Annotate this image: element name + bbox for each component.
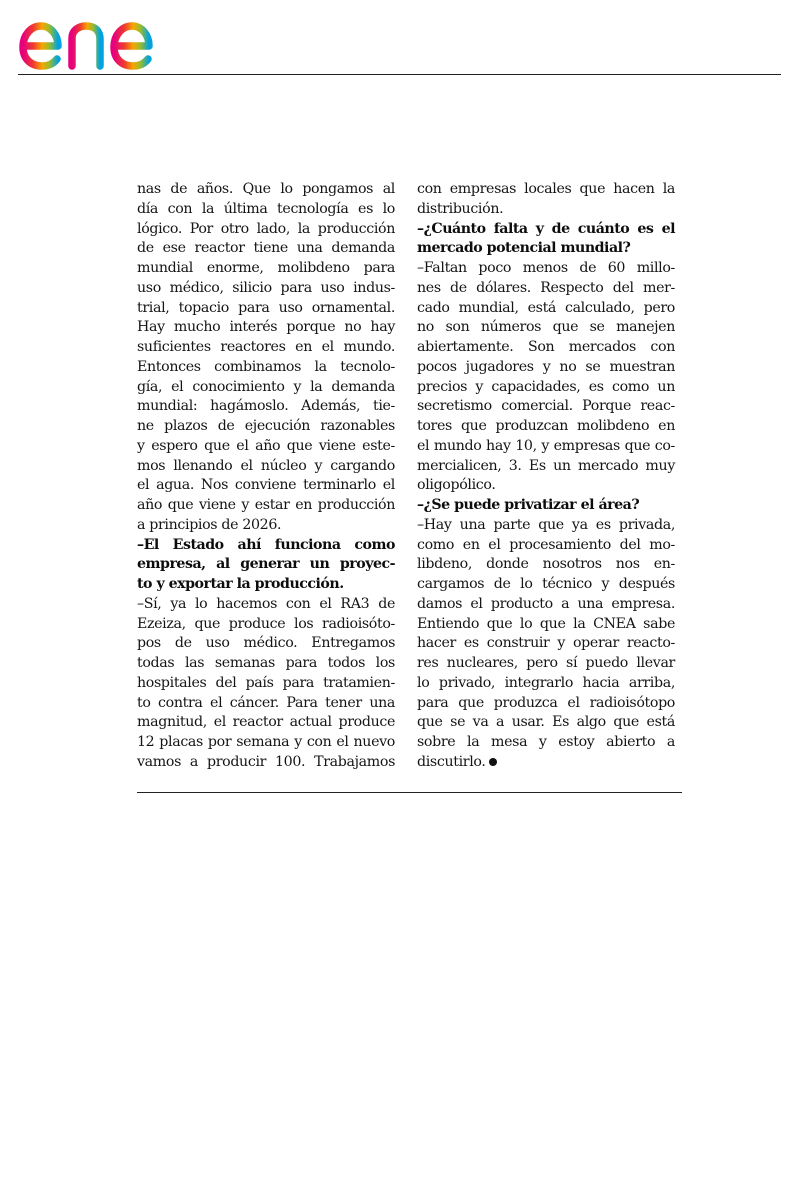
- article-text-line: el mundo hay 10, y empresas que co-: [417, 437, 675, 454]
- article-text-line-text: discutirlo.: [417, 753, 486, 770]
- article-text-line: y espero que el año que viene este-: [137, 437, 395, 454]
- article-text-line: –Faltan poco menos de 60 millo-: [417, 260, 675, 276]
- article-text-line: hospitales del país para tratamien-: [137, 674, 395, 691]
- interview-question-line: empresa, al generar un proyec-: [137, 556, 395, 573]
- article-text-line: sobre la mesa y estoy abierto a: [417, 734, 675, 750]
- interview-question-line: mercado potencial mundial?: [417, 240, 631, 257]
- article-text-line: lógico. Por otro lado, la producción: [137, 220, 395, 237]
- article-text-line: ne plazos de ejecución razonables: [137, 418, 395, 434]
- article-text-line: a principios de 2026.: [137, 516, 282, 533]
- end-of-article-dot-icon: [489, 758, 497, 766]
- article-text-line: distribución.: [417, 200, 504, 217]
- enel-logo: [18, 4, 193, 72]
- article-text-line: hacer es construir y operar reacto-: [417, 635, 675, 652]
- article-text-line: mundial: hagámoslo. Además, tie-: [137, 398, 395, 415]
- article-text-line: trial, topacio para uso ornamental.: [137, 299, 395, 316]
- article-text-line: damos el producto a una empresa.: [417, 595, 675, 612]
- article-text-line: mundial enorme, molibdeno para: [137, 260, 395, 276]
- article-text-line: cargamos de lo técnico y después: [417, 576, 675, 592]
- article-text-line: el agua. Nos conviene terminarlo el: [137, 477, 395, 494]
- article-text-line: –Sí, ya lo hacemos con el RA3 de: [137, 595, 395, 612]
- interview-question-line: –El Estado ahí funciona como: [137, 536, 395, 553]
- article-text-line: Entonces combinamos la tecnolo-: [137, 358, 395, 375]
- article-text-line: –Hay una parte que ya es privada,: [417, 516, 675, 533]
- article-text-line: nas de años. Que lo pongamos al: [137, 181, 395, 197]
- article-text-line: con empresas locales que hacen la: [417, 181, 675, 197]
- header-rule: [18, 74, 781, 75]
- article-text-line: lo privado, integrarlo hacia arriba,: [417, 674, 675, 691]
- article-text-line: mos llenando el núcleo y cargando: [137, 457, 395, 474]
- article-column-left: [137, 180, 395, 773]
- article-bottom-rule: [137, 792, 682, 793]
- article-text-line: Hay mucho interés porque no hay: [137, 319, 395, 336]
- article-text-line: cado mundial, está calculado, pero: [417, 299, 675, 316]
- article-text-line: uso médico, silicio para uso indus-: [137, 279, 395, 296]
- article-text-line: to contra el cáncer. Para tener una: [137, 694, 395, 711]
- article-text-line: día con la última tecnología es lo: [137, 200, 395, 217]
- article-text-line: Entiendo que lo que la CNEA sabe: [417, 615, 675, 632]
- interview-question-line: to y exportar la producción.: [137, 576, 344, 592]
- article-text-line: pos de uso médico. Entregamos: [137, 635, 395, 652]
- article-text-line: de ese reactor tiene una demanda: [137, 240, 395, 257]
- article-text-line: año que viene y estar en producción: [137, 497, 395, 513]
- article-text-line: res nucleares, pero sí puedo llevar: [417, 655, 675, 671]
- interview-question-line: –¿Cuánto falta y de cuánto es el: [417, 220, 675, 237]
- article-text-line: abiertamente. Son mercados con: [417, 339, 675, 355]
- article-text-line: suficientes reactores en el mundo.: [137, 339, 395, 355]
- article-text-line: como en el procesamiento del mo-: [417, 536, 675, 553]
- article-text-line: vamos a producir 100. Trabajamos: [137, 753, 395, 770]
- article-column-right: [417, 180, 675, 773]
- article-text-line: nes de dólares. Respecto del mer-: [417, 279, 675, 296]
- article-text-line: libdeno, donde nosotros nos en-: [417, 556, 675, 573]
- article-text-line: tores que produzcan molibdeno en: [417, 418, 675, 434]
- article-text-line: no son números que se manejen: [417, 319, 675, 336]
- article-text-line: Ezeiza, que produce los radioisóto-: [137, 615, 395, 632]
- article-text-line: pocos jugadores y no se muestran: [417, 358, 675, 375]
- article-text-line: para que produzca el radioisótopo: [417, 694, 675, 711]
- article-text-line: mercialicen, 3. Es un mercado muy: [417, 457, 675, 474]
- article-text-line: magnitud, el reactor actual produce: [137, 714, 395, 731]
- article-body: [137, 180, 682, 792]
- article-text-line: gía, el conocimiento y la demanda: [137, 378, 395, 395]
- article-text-line: oligopólico.: [417, 477, 496, 494]
- interview-question-line: –¿Se puede privatizar el área?: [417, 497, 640, 513]
- article-text-line: [417, 753, 675, 773]
- article-text-line: precios y capacidades, es como un: [417, 378, 675, 395]
- article-text-line: secretismo comercial. Porque reac-: [417, 398, 675, 415]
- article-text-line: que se va a usar. Es algo que está: [417, 714, 675, 731]
- article-text-line: 12 placas por semana y con el nuevo: [137, 734, 395, 750]
- article-text-line: todas las semanas para todos los: [137, 655, 395, 671]
